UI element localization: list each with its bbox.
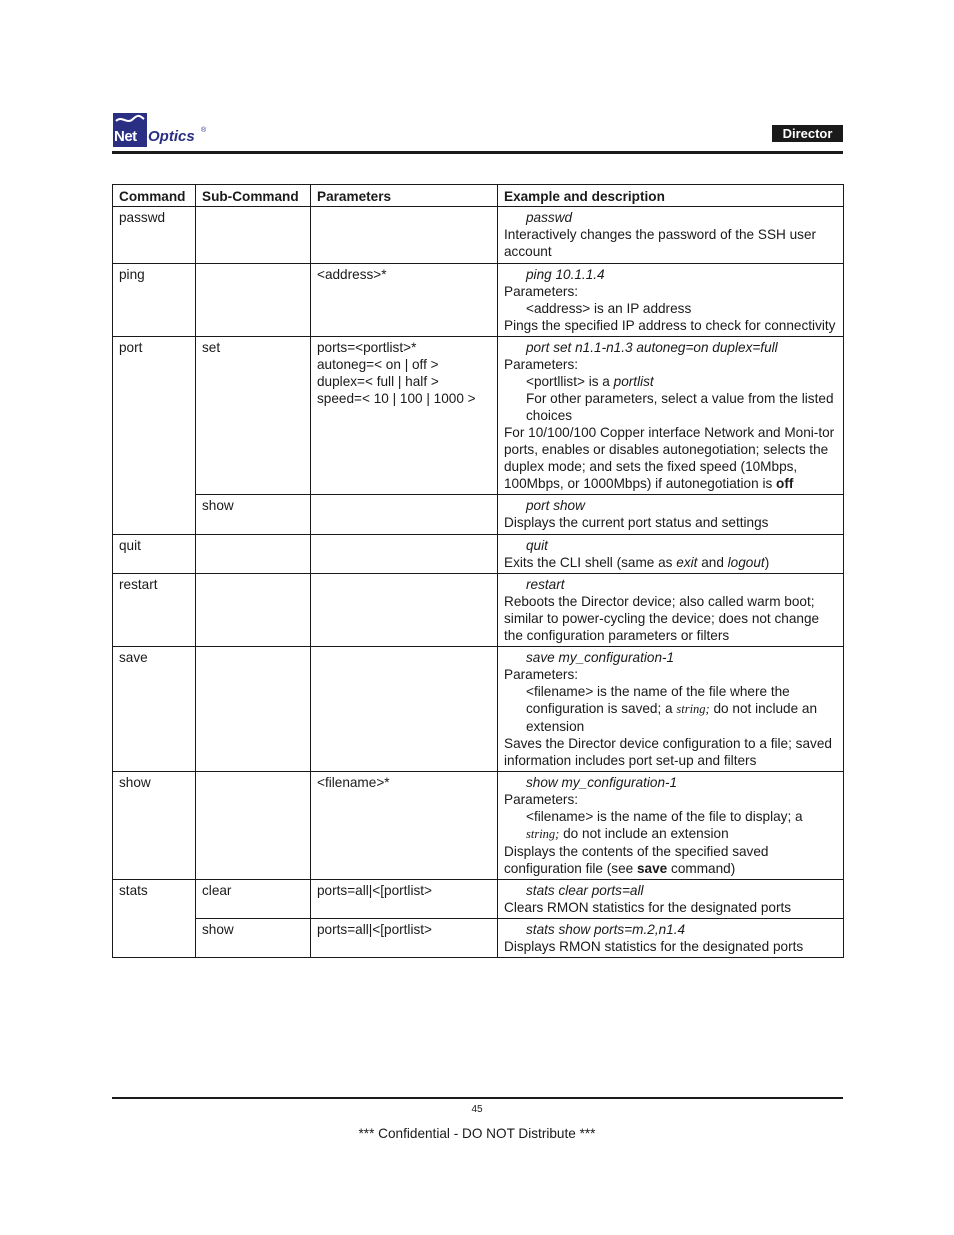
example-command: port show xyxy=(526,498,585,513)
header-parameters: Parameters xyxy=(311,185,498,207)
cell-parameters: <address>* xyxy=(311,264,498,337)
cell-example xyxy=(498,495,844,535)
cell-example xyxy=(498,772,844,880)
cell-sub-command xyxy=(196,772,311,880)
desc-term: logout xyxy=(727,555,765,570)
parameter-note: For other parameters, select a value from the listed choices xyxy=(526,391,834,423)
logo-net-text: Net xyxy=(114,128,137,145)
desc-text: ) xyxy=(764,555,770,570)
cell-sub-command: clear xyxy=(196,880,311,919)
example-command: ping 10.1.1.4 xyxy=(526,267,605,282)
example-command: port set n1.1-n1.3 autoneg=on duplex=full xyxy=(526,340,778,355)
table-row xyxy=(113,207,844,264)
cell-sub-command: set xyxy=(196,337,311,495)
note-text: do not include an extension xyxy=(559,826,729,841)
example-description: Displays the current port status and settings xyxy=(504,515,769,530)
table-row xyxy=(113,574,844,647)
parameters-label: Parameters: xyxy=(504,284,579,299)
table-row xyxy=(113,919,844,958)
cell-command: stats xyxy=(113,880,196,958)
example-description xyxy=(504,843,837,877)
parameter-note: <address> is an IP address xyxy=(526,301,692,316)
desc-bold: off xyxy=(776,476,794,491)
cell-parameters xyxy=(311,207,498,264)
section-label: Director xyxy=(772,125,843,142)
cell-command: quit xyxy=(113,535,196,574)
example-description: Reboots the Director device; also called warm boot; similar to power-cycling the device; does not change the configuration parameters or filters xyxy=(504,594,820,643)
confidential-notice: *** Confidential - DO NOT Distribute *** xyxy=(358,1126,596,1141)
cell-example xyxy=(498,574,844,647)
cell-parameters: ports=all|<[portlist> xyxy=(311,919,498,958)
example-description: Clears RMON statistics for the designated ports xyxy=(504,900,792,915)
cell-command: ping xyxy=(113,264,196,337)
cell-sub-command xyxy=(196,207,311,264)
example-command: passwd xyxy=(526,210,573,225)
example-command: stats show ports=m.2,n1.4 xyxy=(526,922,686,937)
table-row xyxy=(113,772,844,880)
desc-term: exit xyxy=(676,555,698,570)
table-row xyxy=(113,880,844,919)
param-line: speed=< 10 | 100 | 1000 > xyxy=(317,391,476,406)
cell-parameters xyxy=(311,574,498,647)
table-header-row xyxy=(113,185,844,207)
example-command: save my_configuration-1 xyxy=(526,650,675,665)
note-term: string; xyxy=(526,827,560,841)
cell-example xyxy=(498,264,844,337)
header-example: Example and description xyxy=(498,185,844,207)
cell-command: restart xyxy=(113,574,196,647)
note-term: portlist xyxy=(613,374,654,389)
note-text: <filename> is the name of the file to display; a xyxy=(526,809,803,824)
cell-sub-command xyxy=(196,647,311,772)
parameter-note xyxy=(504,373,837,390)
cell-command: save xyxy=(113,647,196,772)
cell-command: passwd xyxy=(113,207,196,264)
cell-sub-command xyxy=(196,264,311,337)
cell-command: show xyxy=(113,772,196,880)
desc-bold: save xyxy=(637,861,668,876)
desc-text: Displays the contents of the specified saved configuration file (see xyxy=(504,844,769,876)
parameter-note xyxy=(504,683,837,735)
parameter-note xyxy=(504,808,837,843)
table-row xyxy=(113,337,844,495)
logo-wave-icon xyxy=(113,113,147,127)
cell-sub-command: show xyxy=(196,495,311,535)
cell-parameters xyxy=(311,535,498,574)
cell-example xyxy=(498,337,844,495)
desc-text: Exits the CLI shell (same as xyxy=(504,555,677,570)
example-description: Displays RMON statistics for the designated ports xyxy=(504,939,804,954)
note-term: string; xyxy=(676,702,710,716)
note-text: <portllist> is a xyxy=(526,374,614,389)
table-row xyxy=(113,647,844,772)
cell-parameters xyxy=(311,647,498,772)
table-row xyxy=(113,535,844,574)
example-command: quit xyxy=(526,538,548,553)
parameters-label: Parameters: xyxy=(504,357,579,372)
desc-text: command) xyxy=(667,861,736,876)
logo-optics-text: Optics xyxy=(148,128,195,145)
cell-command: port xyxy=(113,337,196,535)
cell-example xyxy=(498,880,844,919)
example-description: Pings the specified IP address to check for connectivity xyxy=(504,318,836,333)
note-text: <filename> is the name of the file where the configuration is saved; a xyxy=(526,684,790,716)
footer-rule xyxy=(112,1097,843,1099)
note-text: do not include an extension xyxy=(526,701,818,734)
desc-text: and xyxy=(697,555,728,570)
header-command: Command xyxy=(113,185,196,207)
header-rule xyxy=(112,151,843,154)
command-table xyxy=(112,184,844,958)
table-row xyxy=(113,264,844,337)
cell-example xyxy=(498,919,844,958)
example-command: show my_configuration-1 xyxy=(526,775,678,790)
cell-sub-command: show xyxy=(196,919,311,958)
param-line: ports=<portlist>* xyxy=(317,340,417,355)
page-number: 45 xyxy=(471,1104,483,1115)
example-command: restart xyxy=(526,577,565,592)
parameters-label: Parameters: xyxy=(504,792,579,807)
example-description xyxy=(504,424,837,492)
parameters-label: Parameters: xyxy=(504,667,579,682)
example-description: Interactively changes the password of the SSH user account xyxy=(504,227,817,259)
cell-sub-command xyxy=(196,574,311,647)
cell-parameters: ports=all|<[portlist> xyxy=(311,880,498,919)
desc-text: For 10/100/100 Copper interface Network and Moni-tor ports, enables or disables autonegotiation; selects the duplex mode; and sets the fixed speed (10Mbps, 100Mbps, or 1000Mbps) if autonegotiation is xyxy=(504,425,835,491)
cell-sub-command xyxy=(196,535,311,574)
cell-parameters xyxy=(311,495,498,535)
cell-parameters xyxy=(311,337,498,495)
example-description: Saves the Director device configuration to a file; saved information includes port set-up and filters xyxy=(504,736,832,768)
cell-example xyxy=(498,535,844,574)
netoptics-logo xyxy=(113,113,213,147)
param-line: duplex=< full | half > xyxy=(317,374,439,389)
table-row xyxy=(113,495,844,535)
cell-example xyxy=(498,647,844,772)
cell-example xyxy=(498,207,844,264)
cell-parameters: <filename>* xyxy=(311,772,498,880)
logo-registered-mark: ® xyxy=(201,127,207,134)
header-sub-command: Sub-Command xyxy=(196,185,311,207)
example-command: stats clear ports=all xyxy=(526,883,644,898)
example-description xyxy=(504,554,837,571)
param-line: autoneg=< on | off > xyxy=(317,357,439,372)
